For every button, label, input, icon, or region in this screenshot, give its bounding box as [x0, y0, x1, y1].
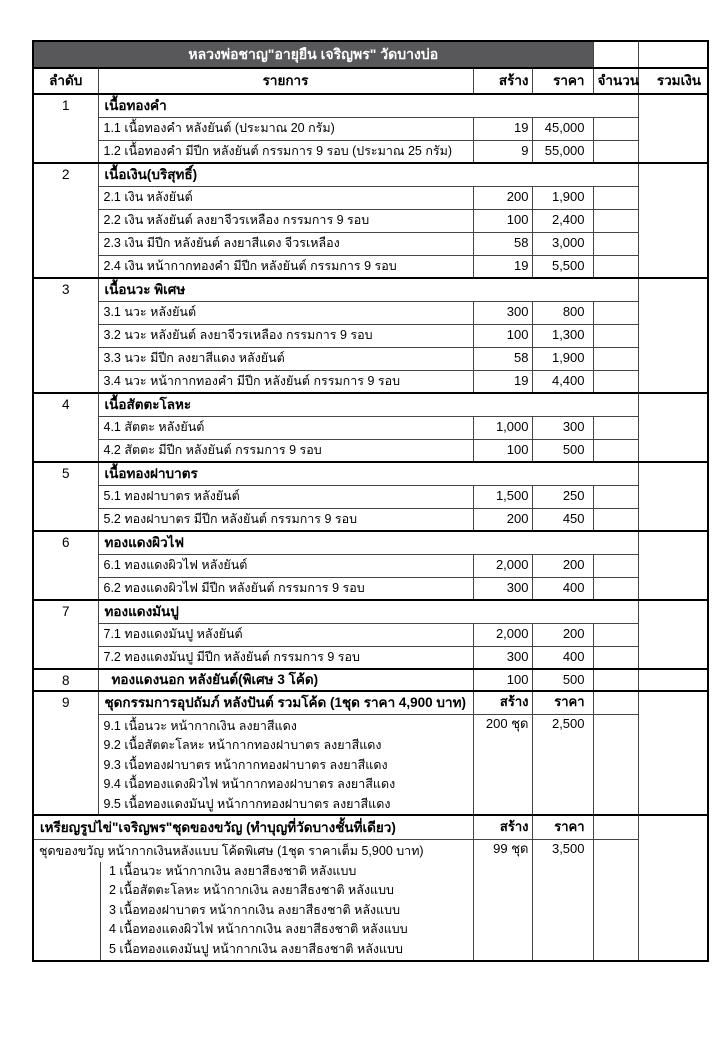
- made-cell: 19: [473, 117, 532, 140]
- item-multiline-cell: [98, 714, 473, 815]
- qty-cell: [593, 508, 638, 531]
- title-row: [33, 41, 708, 68]
- total-cell: [638, 815, 708, 960]
- price-cell: 500: [532, 669, 593, 691]
- item-line: 9.2 เนื้อสัตตะโลหะ หน้ากากทองฝาบาตร ลงยาสีแดง: [103, 738, 382, 753]
- item-row: [33, 508, 708, 531]
- item-cell: 1.2 เนื้อทองคำ มีปีก หลังยันต์ กรรมการ 9 รอบ (ประมาณ 25 กรัม): [98, 140, 473, 163]
- order-cell: 9: [33, 691, 98, 815]
- item-row: [33, 232, 708, 255]
- order-cell: 6: [33, 531, 98, 600]
- col-header-made: สร้าง: [473, 68, 532, 94]
- qty-cell: [593, 669, 638, 691]
- qty-cell: [593, 209, 638, 232]
- price-cell: 200: [532, 554, 593, 577]
- made-cell: 200 ชุด: [473, 714, 532, 815]
- title-total-empty-cell: [638, 41, 708, 68]
- col-header-total: รวมเงิน: [638, 68, 708, 94]
- item-cell: 2.4 เงิน หน้ากากทองคำ มีปีก หลังยันต์ กรรมการ 9 รอบ: [98, 255, 473, 278]
- table-title: หลวงพ่อชาญ"อายุยืน เจริญพร" วัดบางบ่อ: [33, 41, 593, 68]
- price-cell: 1,300: [532, 324, 593, 347]
- total-cell: [638, 691, 708, 815]
- item-row: [33, 301, 708, 324]
- item-line: 1 เนื้อนวะ หน้ากากเงิน ลงยาสีธงชาติ หลังแบบ: [109, 863, 357, 878]
- qty-cell: [593, 577, 638, 600]
- qty-cell: [593, 839, 638, 960]
- qty-cell: [593, 439, 638, 462]
- total-cell: [638, 393, 708, 462]
- section-title-cell: เนื้อทองคำ: [98, 94, 638, 117]
- qty-cell: [593, 232, 638, 255]
- title-qty-empty-cell: [593, 41, 638, 68]
- item-cell: 2.3 เงิน มีปีก หลังยันต์ ลงยาสีแดง จีวรเหลือง: [98, 232, 473, 255]
- made-cell: 200: [473, 508, 532, 531]
- section-row: [33, 393, 708, 416]
- order-cell: 2: [33, 163, 98, 278]
- gift-multiline-cell: [33, 839, 473, 960]
- total-cell: [638, 531, 708, 600]
- item-cell: 3.4 นวะ หน้ากากทองคำ มีปีก หลังยันต์ กรรมการ 9 รอบ: [98, 370, 473, 393]
- col-header-price: ราคา: [532, 68, 593, 94]
- made-cell: 100: [473, 209, 532, 232]
- order-cell: 4: [33, 393, 98, 462]
- price-table: [32, 40, 709, 962]
- order-cell: 5: [33, 462, 98, 531]
- item-cell: 3.3 นวะ มีปีก ลงยาสีแดง หลังยันต์: [98, 347, 473, 370]
- total-cell: [638, 94, 708, 163]
- price-cell: 800: [532, 301, 593, 324]
- made-cell: 58: [473, 347, 532, 370]
- item-row: [33, 623, 708, 646]
- section-row: [33, 278, 708, 301]
- gift-title-cell: เหรียญรูปไข่"เจริญพร"ชุดของขวัญ (ทำบุญที่วัดบางชั้นที่เดียว): [33, 815, 473, 839]
- item-line: 3 เนื้อทองฝาบาตร หน้ากากเงิน ลงยาสีธงชาติ หลังแบบ: [109, 902, 401, 917]
- price-cell: 400: [532, 646, 593, 669]
- item-row: [33, 140, 708, 163]
- made-cell: 99 ชุด: [473, 839, 532, 960]
- made-cell: 2,000: [473, 623, 532, 646]
- made-cell: 58: [473, 232, 532, 255]
- qty-cell: [593, 186, 638, 209]
- made-cell: 100: [473, 324, 532, 347]
- item-row: [33, 324, 708, 347]
- item-row: [33, 370, 708, 393]
- item-cell: 6.2 ทองแดงผิวไฟ มีปีก หลังยันต์ กรรมการ 9 รอบ: [98, 577, 473, 600]
- order-cell: 3: [33, 278, 98, 393]
- price-cell: 450: [532, 508, 593, 531]
- section-title-cell: ทองแดงมันปู: [98, 600, 638, 623]
- item-cell: 6.1 ทองแดงผิวไฟ หลังยันต์: [98, 554, 473, 577]
- col-header-item: รายการ: [98, 68, 473, 94]
- section-row: [33, 531, 708, 554]
- gift-set-line: ชุดของขวัญ หน้ากากเงินหลังแบบ โค้ดพิเศษ (1ชุด ราคาเต็ม 5,900 บาท): [39, 843, 424, 858]
- made-cell: 200: [473, 186, 532, 209]
- item-line: 9.3 เนื้อทองฝาบาตร หน้ากากทองฝาบาตร ลงยาสีแดง: [103, 757, 388, 772]
- item-cell: 2.2 เงิน หลังยันต์ ลงยาจีวรเหลือง กรรมการ 9 รอบ: [98, 209, 473, 232]
- price-cell: 55,000: [532, 140, 593, 163]
- qty-cell: [593, 117, 638, 140]
- item-line: 2 เนื้อสัตตะโลหะ หน้ากากเงิน ลงยาสีธงชาติ หลังแบบ: [109, 883, 394, 898]
- made-cell: 300: [473, 577, 532, 600]
- qty-cell: [593, 554, 638, 577]
- row-9-header: [33, 691, 708, 714]
- item-row: [33, 554, 708, 577]
- section-title-cell: ทองแดงผิวไฟ: [98, 531, 638, 554]
- qty-cell: [593, 485, 638, 508]
- total-cell: [638, 462, 708, 531]
- made-cell: 1,000: [473, 416, 532, 439]
- item-row: [33, 485, 708, 508]
- column-header-row: [33, 68, 708, 94]
- qty-cell: [593, 815, 638, 839]
- total-cell: [638, 669, 708, 691]
- section-title-cell: เนื้อเงิน(บริสุทธิ์): [98, 163, 638, 186]
- qty-cell: [593, 691, 638, 714]
- section-title-cell: เนื้อสัตตะโลหะ: [98, 393, 638, 416]
- total-cell: [638, 600, 708, 669]
- item-row: [33, 186, 708, 209]
- item-line: 5 เนื้อทองแดงมันปู หน้ากากเงิน ลงยาสีธงชาติ หลังแบบ: [109, 941, 403, 956]
- section-row: [33, 600, 708, 623]
- item-cell: 7.1 ทองแดงมันปู หลังยันต์: [98, 623, 473, 646]
- gift-header-row: [33, 815, 708, 839]
- made-cell: 300: [473, 301, 532, 324]
- item-row: [33, 577, 708, 600]
- item-cell: 5.2 ทองฝาบาตร มีปีก หลังยันต์ กรรมการ 9 รอบ: [98, 508, 473, 531]
- qty-cell: [593, 324, 638, 347]
- col-header-qty: จำนวน: [593, 68, 638, 94]
- made-cell: 2,000: [473, 554, 532, 577]
- col-header-index: ลำดับ: [33, 68, 98, 94]
- made-cell: 1,500: [473, 485, 532, 508]
- item-line: 4 เนื้อทองแดงผิวไฟ หน้ากากเงิน ลงยาสีธงชาติ หลังแบบ: [109, 922, 408, 937]
- qty-cell: [593, 646, 638, 669]
- made-label-cell: สร้าง: [473, 815, 532, 839]
- item-cell: 3.2 นวะ หลังยันต์ ลงยาจีวรเหลือง กรรมการ 9 รอบ: [98, 324, 473, 347]
- qty-cell: [593, 370, 638, 393]
- price-cell: 300: [532, 416, 593, 439]
- total-cell: [638, 163, 708, 278]
- item-line: 9.5 เนื้อทองแดงมันปู หน้ากากทองฝาบาตร ลงยาสีแดง: [103, 796, 391, 811]
- section-title-cell: ชุดกรรมการอุปถัมภ์ หลังปันต์ รวมโค้ด (1ชุด ราคา 4,900 บาท): [98, 691, 473, 714]
- section-row: [33, 462, 708, 485]
- price-cell: 45,000: [532, 117, 593, 140]
- order-cell: 7: [33, 600, 98, 669]
- price-cell: 400: [532, 577, 593, 600]
- made-cell: 19: [473, 255, 532, 278]
- order-cell: 1: [33, 94, 98, 163]
- made-cell: 100: [473, 669, 532, 691]
- price-cell: 1,900: [532, 186, 593, 209]
- qty-cell: [593, 714, 638, 815]
- qty-cell: [593, 140, 638, 163]
- item-cell: 1.1 เนื้อทองคำ หลังยันต์ (ประมาณ 20 กรัม): [98, 117, 473, 140]
- price-cell: 250: [532, 485, 593, 508]
- item-cell: 4.1 สัตตะ หลังยันต์: [98, 416, 473, 439]
- price-cell: 3,000: [532, 232, 593, 255]
- made-cell: 9: [473, 140, 532, 163]
- item-line: 9.1 เนื้อนวะ หน้ากากเงิน ลงยาสีแดง: [103, 718, 297, 733]
- qty-cell: [593, 347, 638, 370]
- item-row: [33, 439, 708, 462]
- price-label-cell: ราคา: [532, 691, 593, 714]
- qty-cell: [593, 623, 638, 646]
- item-row: [33, 347, 708, 370]
- row-8: [33, 669, 708, 691]
- item-cell: 2.1 เงิน หลังยันต์: [98, 186, 473, 209]
- item-row: [33, 416, 708, 439]
- qty-cell: [593, 416, 638, 439]
- section-row: [33, 163, 708, 186]
- item-line: 9.4 เนื้อทองแดงผิวไฟ หน้ากากทองฝาบาตร ลงยาสีแดง: [103, 777, 396, 792]
- price-cell: 2,500: [532, 714, 593, 815]
- qty-cell: [593, 255, 638, 278]
- item-row: [33, 646, 708, 669]
- gift-items-row: [33, 839, 708, 960]
- item-row: [33, 117, 708, 140]
- price-cell: 5,500: [532, 255, 593, 278]
- item-row: [33, 209, 708, 232]
- order-cell: 8: [33, 669, 98, 691]
- item-row: [33, 255, 708, 278]
- made-cell: 100: [473, 439, 532, 462]
- item-cell: ทองแดงนอก หลังยันต์(พิเศษ 3 โค้ด): [98, 669, 473, 691]
- price-cell: 4,400: [532, 370, 593, 393]
- total-cell: [638, 278, 708, 393]
- section-title-cell: เนื้อนวะ พิเศษ: [98, 278, 638, 301]
- price-cell: 3,500: [532, 839, 593, 960]
- made-cell: 19: [473, 370, 532, 393]
- gift-sub-lines: [100, 862, 469, 960]
- made-cell: 300: [473, 646, 532, 669]
- price-cell: 2,400: [532, 209, 593, 232]
- price-label-cell: ราคา: [532, 815, 593, 839]
- made-label-cell: สร้าง: [473, 691, 532, 714]
- price-cell: 1,900: [532, 347, 593, 370]
- item-cell: 5.1 ทองฝาบาตร หลังยันต์: [98, 485, 473, 508]
- item-cell: 3.1 นวะ หลังยันต์: [98, 301, 473, 324]
- item-cell: 7.2 ทองแดงมันปู มีปีก หลังยันต์ กรรมการ 9 รอบ: [98, 646, 473, 669]
- section-row: [33, 94, 708, 117]
- row-9-items: [33, 714, 708, 815]
- item-cell: 4.2 สัตตะ มีปีก หลังยันต์ กรรมการ 9 รอบ: [98, 439, 473, 462]
- price-cell: 500: [532, 439, 593, 462]
- qty-cell: [593, 301, 638, 324]
- price-cell: 200: [532, 623, 593, 646]
- section-title-cell: เนื้อทองฝาบาตร: [98, 462, 638, 485]
